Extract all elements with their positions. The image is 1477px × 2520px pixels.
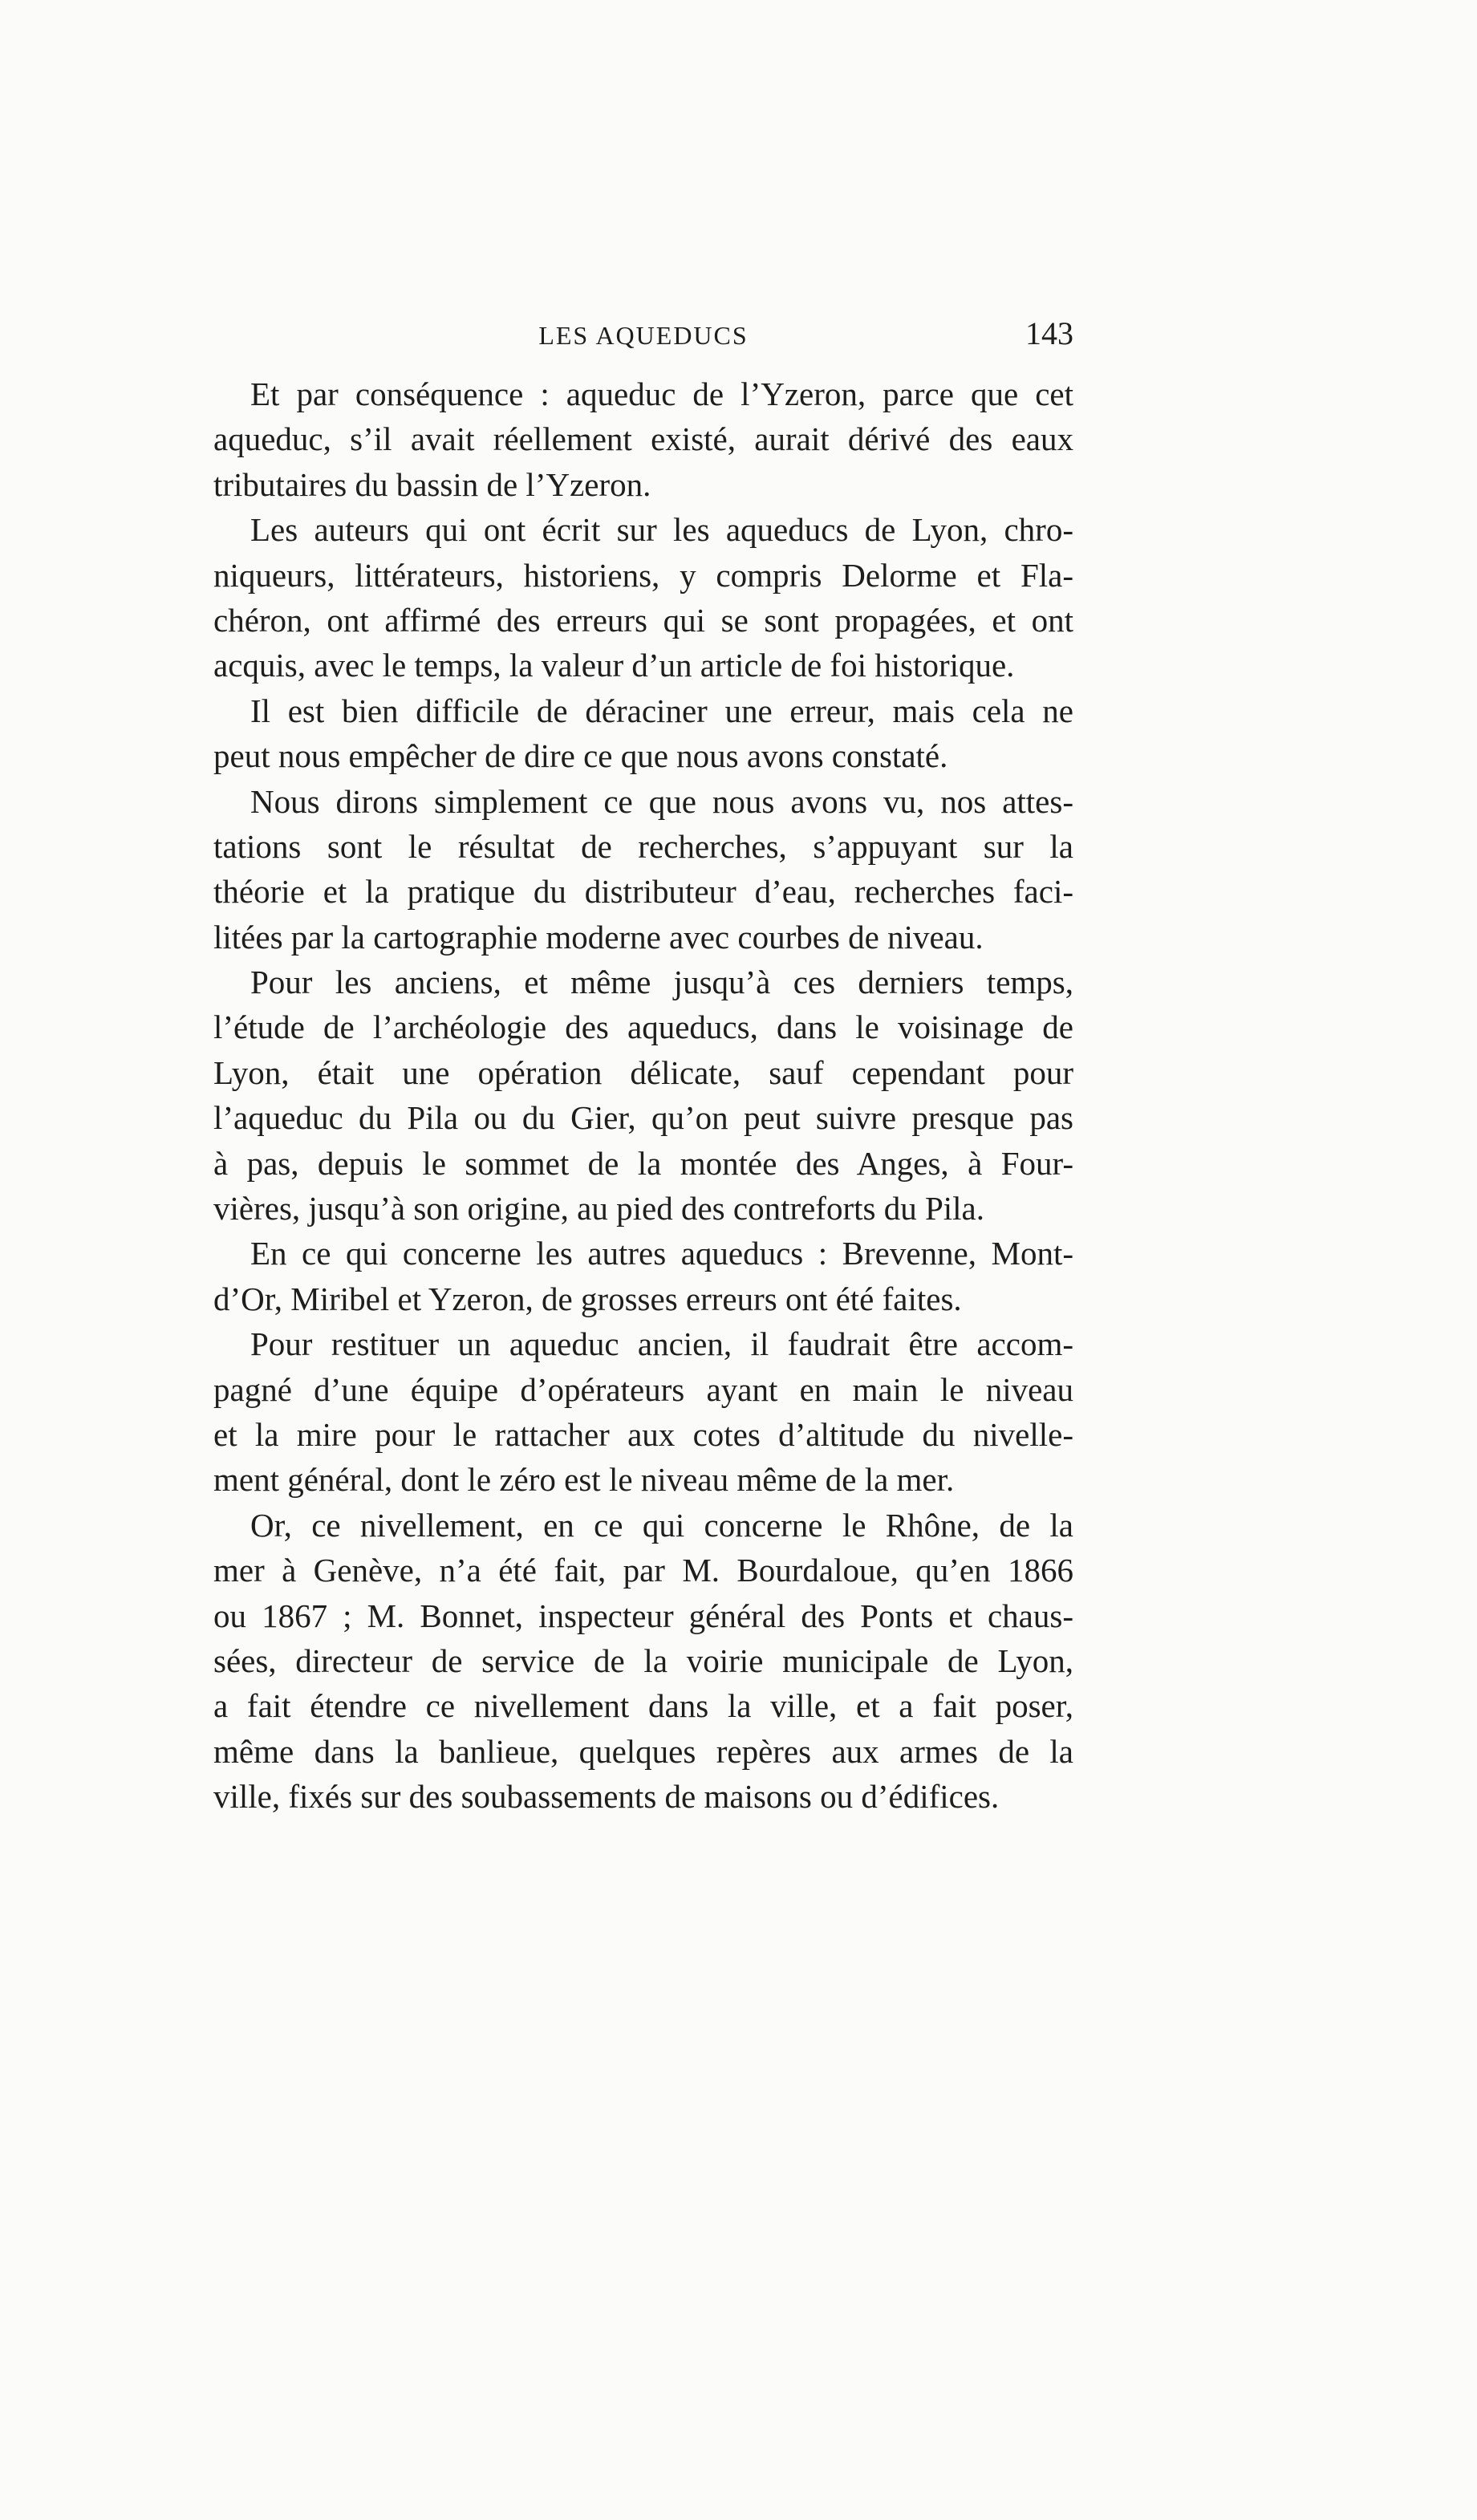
text-line: l’aqueduc du Pila ou du Gier, qu’on peut suivre presque pas [213, 1099, 1073, 1137]
text-line: sées, directeur de service de la voirie municipale de Lyon, [213, 1641, 1073, 1679]
text-line: et la mire pour le rattacher aux cotes d’altitude du nivelle- [213, 1415, 1073, 1453]
text-line: l’étude de l’archéologie des aqueducs, dans le voisinage de [213, 1008, 1073, 1046]
body-text [213, 371, 1073, 1820]
text-line: ou 1867 ; M. Bonnet, inspecteur général des Ponts et chaus- [213, 1597, 1073, 1634]
text-line: Lyon, était une opération délicate, sauf cependant pour [213, 1053, 1073, 1091]
text-line: à pas, depuis le sommet de la montée des Anges, à Four- [213, 1144, 1073, 1182]
text-line: d’Or, Miribel et Yzeron, de grosses erreurs ont été faites. [213, 1280, 962, 1317]
text-line: Et par conséquence : aqueduc de l’Yzeron, parce que cet [250, 375, 1073, 412]
text-line: niqueurs, littérateurs, historiens, y compris Delorme et Fla- [213, 556, 1073, 594]
text-line: aqueduc, s’il avait réellement existé, aurait dérivé des eaux [213, 420, 1073, 458]
text-line: Nous dirons simplement ce que nous avons vu, nos attes- [250, 782, 1073, 820]
page-number: 143 [1025, 315, 1073, 351]
text-line: mer à Genève, n’a été fait, par M. Bourdaloue, qu’en 1866 [213, 1552, 1073, 1589]
text-line: théorie et la pratique du distributeur d’eau, recherches faci- [213, 873, 1073, 911]
text-line: pagné d’une équipe d’opérateurs ayant en main le niveau [213, 1370, 1073, 1408]
text-line: peut nous empêcher de dire ce que nous avons constaté. [213, 737, 948, 775]
text-line: tations sont le résultat de recherches, s’appuyant sur la [213, 827, 1073, 865]
text-line: En ce qui concerne les autres aqueducs : Brevenne, Mont- [250, 1235, 1073, 1272]
text-line: litées par la cartographie moderne avec courbes de niveau. [213, 918, 984, 956]
text-line: ment général, dont le zéro est le niveau même de la mer. [213, 1461, 955, 1499]
text-line: tributaires du bassin de l’Yzeron. [213, 465, 651, 503]
text-line: Il est bien difficile de déraciner une erreur, mais cela ne [250, 692, 1073, 729]
text-line: chéron, ont affirmé des erreurs qui se sont propagées, et ont [213, 601, 1073, 639]
text-line: ville, fixés sur des soubassements de maisons ou d’édifices. [213, 1778, 1000, 1816]
running-title: LES AQUEDUCS [538, 321, 749, 350]
text-line: même dans la banlieue, quelques repères aux armes de la [213, 1732, 1073, 1770]
text-line: Pour restituer un aqueduc ancien, il faudrait être accom- [250, 1325, 1073, 1363]
text-line: acquis, avec le temps, la valeur d’un article de foi historique. [213, 647, 1015, 684]
text-line: Les auteurs qui ont écrit sur les aqueducs de Lyon, chro- [250, 511, 1073, 549]
text-line: Or, ce nivellement, en ce qui concerne le Rhône, de la [250, 1506, 1073, 1544]
text-line: a fait étendre ce nivellement dans la ville, et a fait poser, [213, 1687, 1073, 1725]
page-header [213, 314, 1073, 355]
text-line: vières, jusqu’à son origine, au pied des contreforts du Pila. [213, 1190, 984, 1228]
text-line: Pour les anciens, et même jusqu’à ces derniers temps, [250, 964, 1073, 1001]
